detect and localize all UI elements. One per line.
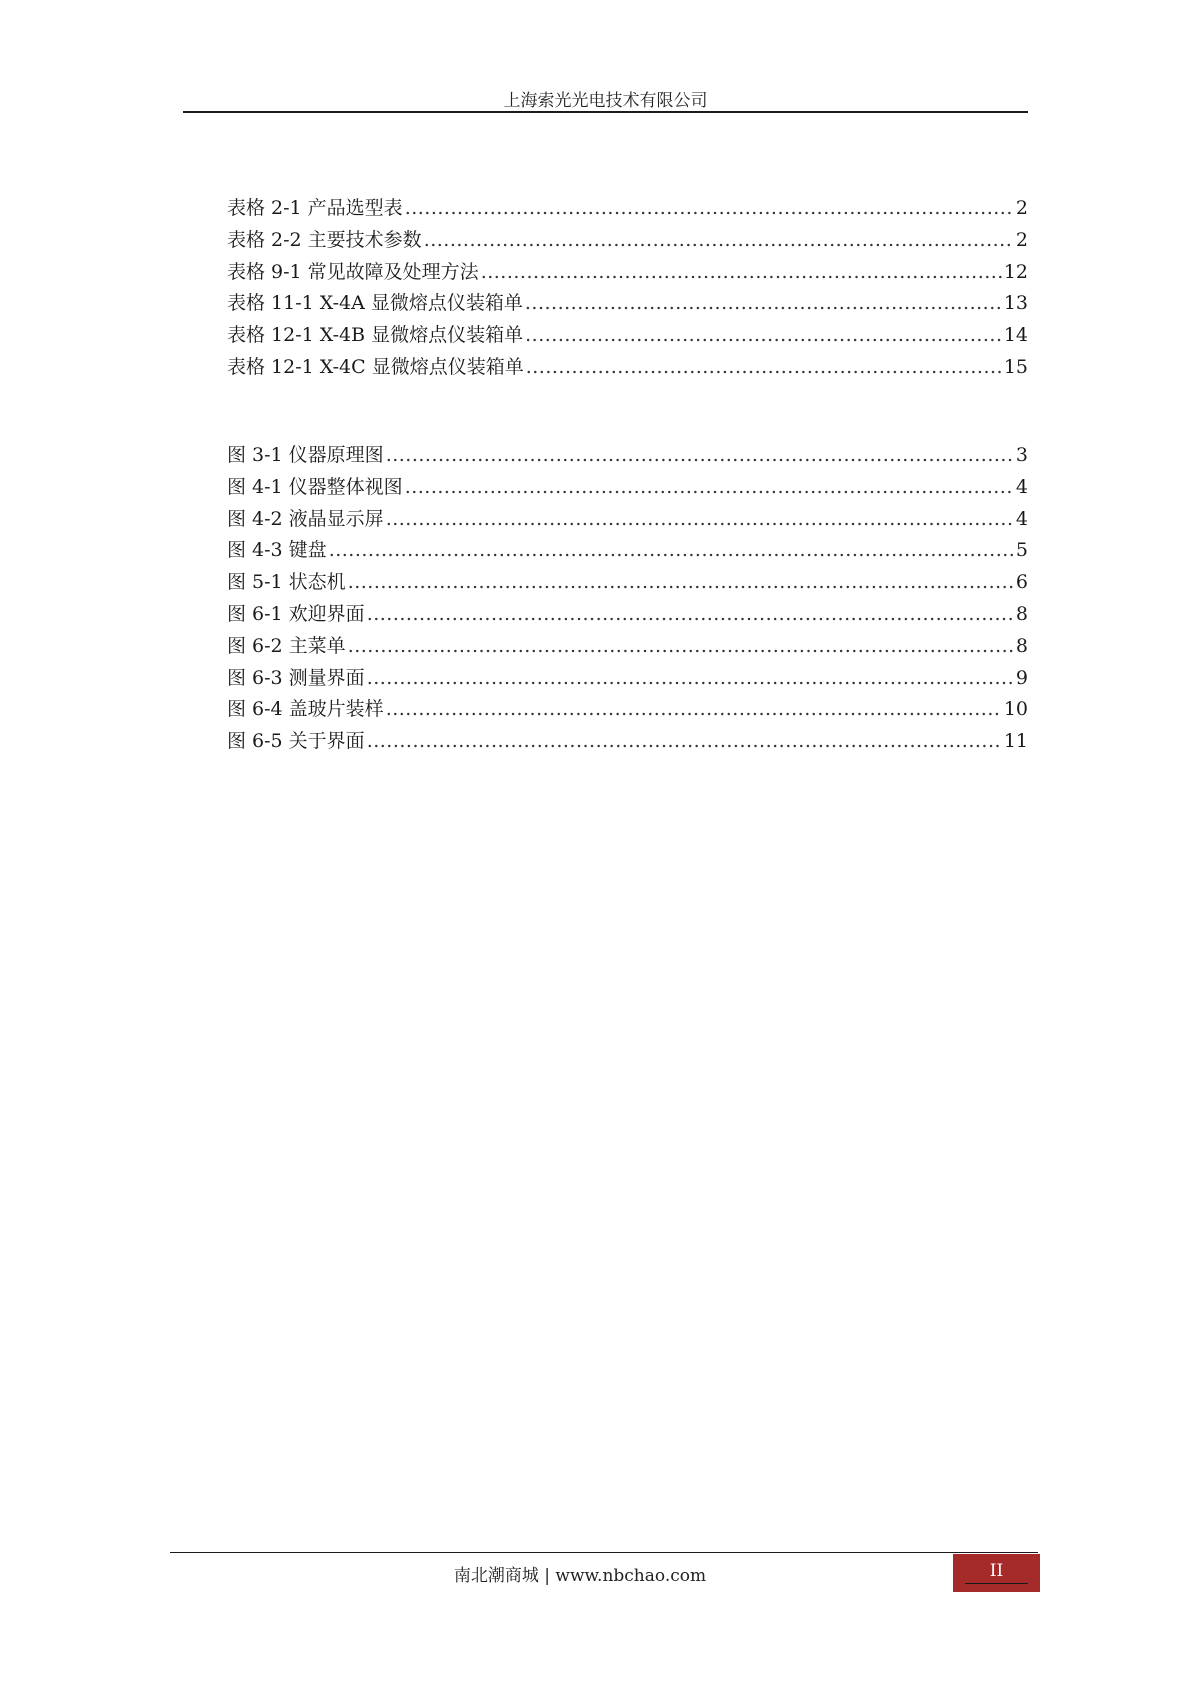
toc-leader-dots bbox=[525, 288, 1002, 320]
toc-entry-label: 表格 11-1 X-4A 显微熔点仪装箱单 bbox=[227, 292, 523, 315]
toc-entry-label: 图 4-3 键盘 bbox=[227, 539, 327, 562]
toc-entry-label: 图 6-3 测量界面 bbox=[227, 666, 365, 689]
toc-entry-label: 图 6-4 盖玻片装样 bbox=[227, 698, 384, 721]
toc-leader-dots bbox=[348, 567, 1014, 599]
toc-entry[interactable] bbox=[227, 535, 1028, 567]
toc-entry[interactable] bbox=[227, 225, 1028, 257]
toc-entry-label: 图 6-5 关于界面 bbox=[227, 730, 365, 753]
toc-entry-page: 8 bbox=[1015, 602, 1028, 625]
toc-entry-page: 11 bbox=[1003, 730, 1028, 753]
toc-leader-dots bbox=[367, 663, 1014, 695]
toc-leader-dots bbox=[405, 472, 1014, 504]
company-name: 上海索光光电技术有限公司 bbox=[503, 91, 708, 111]
toc-entry-page: 14 bbox=[1003, 324, 1028, 347]
toc-leader-dots bbox=[386, 694, 1002, 726]
toc-entry[interactable] bbox=[227, 193, 1028, 225]
toc-entry-page: 4 bbox=[1015, 475, 1028, 498]
toc-entry[interactable] bbox=[227, 440, 1028, 472]
toc-entry-page: 9 bbox=[1015, 666, 1028, 689]
toc-entry-label: 图 4-1 仪器整体视图 bbox=[227, 475, 403, 498]
toc-entry[interactable] bbox=[227, 694, 1028, 726]
toc-entry-label: 表格 2-2 主要技术参数 bbox=[227, 228, 422, 251]
toc-entry-label: 图 6-1 欢迎界面 bbox=[227, 602, 365, 625]
toc-entry-page: 8 bbox=[1015, 634, 1028, 657]
table-list-of-figures bbox=[227, 440, 1028, 758]
toc-entry-page: 3 bbox=[1015, 444, 1028, 466]
toc-entry[interactable] bbox=[227, 352, 1028, 384]
toc-leader-dots bbox=[367, 599, 1014, 631]
toc-entry-page: 12 bbox=[1003, 260, 1028, 283]
toc-entry-label: 图 5-1 状态机 bbox=[227, 571, 346, 594]
footer-text: 南北潮商城 | www.nbchao.com bbox=[453, 1566, 707, 1586]
toc-leader-dots bbox=[424, 225, 1014, 257]
page-number: II bbox=[989, 1561, 1004, 1581]
page-footer bbox=[300, 1561, 860, 1586]
toc-entry-page: 4 bbox=[1015, 507, 1028, 530]
toc-entry-label: 图 4-2 液晶显示屏 bbox=[227, 507, 384, 530]
toc-entry-page: 2 bbox=[1015, 197, 1028, 219]
toc-entry[interactable] bbox=[227, 504, 1028, 536]
toc-entry-label: 图 6-2 主菜单 bbox=[227, 634, 346, 657]
toc-entry[interactable] bbox=[227, 726, 1028, 758]
footer-divider bbox=[170, 1552, 1038, 1553]
toc-leader-dots bbox=[386, 504, 1014, 536]
toc-leader-dots bbox=[481, 257, 1002, 289]
toc-entry-label: 表格 9-1 常见故障及处理方法 bbox=[227, 260, 479, 283]
toc-leader-dots bbox=[526, 352, 1002, 384]
toc-entry[interactable] bbox=[227, 288, 1028, 320]
toc-entry[interactable] bbox=[227, 631, 1028, 663]
toc-leader-dots bbox=[405, 193, 1014, 225]
toc-entry[interactable] bbox=[227, 663, 1028, 695]
toc-entry-page: 15 bbox=[1003, 355, 1028, 378]
page-number-badge bbox=[953, 1554, 1040, 1592]
toc-entry[interactable] bbox=[227, 472, 1028, 504]
toc-entry-page: 5 bbox=[1015, 539, 1028, 562]
toc-entry[interactable] bbox=[227, 599, 1028, 631]
toc-entry[interactable] bbox=[227, 567, 1028, 599]
toc-entry-label: 图 3-1 仪器原理图 bbox=[227, 444, 384, 466]
toc-leader-dots bbox=[525, 320, 1002, 352]
toc-leader-dots bbox=[348, 631, 1014, 663]
toc-entry-page: 13 bbox=[1003, 292, 1028, 315]
toc-entry-label: 表格 12-1 X-4B 显微熔点仪装箱单 bbox=[227, 324, 524, 347]
header-divider bbox=[183, 111, 1028, 113]
table-list-of-tables bbox=[227, 193, 1028, 384]
toc-leader-dots bbox=[329, 535, 1014, 567]
toc-leader-dots bbox=[386, 440, 1014, 472]
toc-entry[interactable] bbox=[227, 257, 1028, 289]
toc-entry-page: 10 bbox=[1003, 698, 1028, 721]
toc-leader-dots bbox=[367, 726, 1002, 758]
page-header bbox=[183, 86, 1028, 112]
toc-entry-page: 6 bbox=[1015, 571, 1028, 594]
toc-entry[interactable] bbox=[227, 320, 1028, 352]
page-number-underline bbox=[965, 1583, 1028, 1584]
toc-entry-page: 2 bbox=[1015, 228, 1028, 251]
toc-entry-label: 表格 12-1 X-4C 显微熔点仪装箱单 bbox=[227, 355, 524, 378]
toc-entry-label: 表格 2-1 产品选型表 bbox=[227, 197, 403, 219]
